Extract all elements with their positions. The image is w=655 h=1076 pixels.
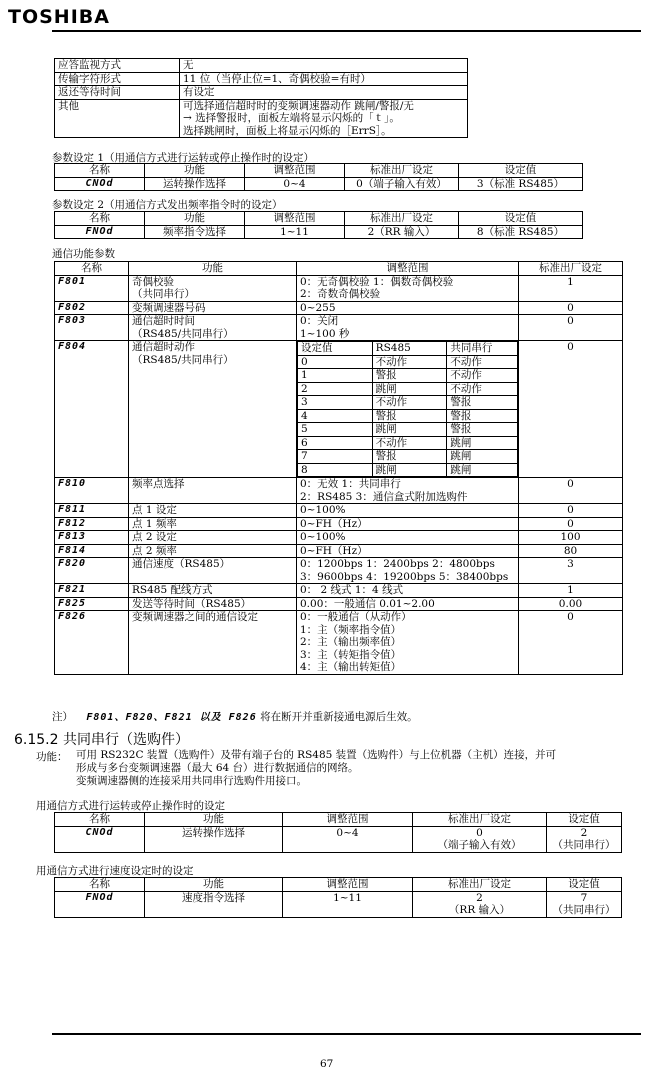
param-code: CNOd (55, 177, 145, 191)
param-row (55, 315, 623, 341)
param-code: CNOd (55, 826, 145, 852)
spec-key: 应答监视方式 (55, 59, 180, 73)
sub-cell: 7 (298, 450, 373, 464)
sub-cell: 不动作 (447, 382, 518, 396)
param-default: 0.00 (519, 597, 623, 611)
header-cell: 名称 (55, 878, 145, 892)
header-cell: 设定值 (459, 164, 583, 178)
param-function: 频率点选择 (129, 478, 297, 504)
header-cell: 调整范围 (245, 212, 345, 226)
param-code: F813 (55, 531, 129, 545)
header-cell: 设定值 (547, 878, 622, 892)
sub-row (298, 355, 518, 369)
header-cell: 功能 (129, 262, 297, 276)
sub-header-cell: RS485 (372, 342, 447, 356)
param-range: 0：无效 1：共同串行 2：RS485 3：通信盒式附加选购件 (297, 478, 519, 504)
header-cell: 标准出厂设定 (345, 212, 459, 226)
footer-rule (52, 1033, 641, 1035)
spec-value: 可选择通信超时时的变频调速器动作 跳闸/警报/无 → 选择警报时，面板左端将显示闪烁的「ｔ」。 选择跳闸时，面板上将显示闪烁的［ErrS］。 (180, 99, 468, 138)
header-cell: 功能 (145, 164, 245, 178)
sub-cell: 跳闸 (447, 450, 518, 464)
param-row (55, 558, 623, 584)
header-cell: 名称 (55, 262, 129, 276)
param-range: 0：1200bps 1：2400bps 2：4800bps 3：9600bps 4：19200bps 5：38400bps (297, 558, 519, 584)
param-range: 0~100% (297, 531, 519, 545)
sub-cell: 不动作 (372, 396, 447, 410)
param-code: F820 (55, 558, 129, 584)
sub-header-cell: 共同串行 (447, 342, 518, 356)
param-default: 0 (519, 611, 623, 675)
param-row (55, 544, 623, 558)
sub-cell: 跳闸 (372, 463, 447, 477)
sub-cell: 6 (298, 436, 373, 450)
param1-table (54, 163, 583, 191)
header-cell: 设定值 (547, 813, 622, 827)
header-rule (52, 30, 641, 32)
header-row (55, 212, 583, 226)
sub-row (298, 382, 518, 396)
comm-params-table (54, 261, 623, 675)
param-default: 100 (519, 531, 623, 545)
table-cell: 速度指令选择 (145, 891, 283, 917)
param-code: F825 (55, 597, 129, 611)
sub-row (298, 423, 518, 437)
table-row (55, 891, 622, 917)
sub-cell: 跳闸 (447, 436, 518, 450)
sub-cell: 0 (298, 355, 373, 369)
sub-cell: 跳闸 (372, 423, 447, 437)
param-row (55, 584, 623, 598)
page-number: 67 (320, 1058, 334, 1070)
sub-cell: 不动作 (447, 355, 518, 369)
spec-key: 返还等待时间 (55, 86, 180, 100)
param-row (55, 301, 623, 315)
param-function: 通信超时动作 （RS485/共同串行） (129, 341, 297, 478)
sub-cell: 不动作 (447, 369, 518, 383)
param-code: F801 (55, 275, 129, 301)
param-default: 1 (519, 584, 623, 598)
sub-header-cell: 设定值 (298, 342, 373, 356)
sub-cell: 警报 (447, 423, 518, 437)
sub-row (298, 450, 518, 464)
comm-params-title: 通信功能参数 (52, 248, 115, 260)
sub-row (298, 436, 518, 450)
sub-cell: 8 (298, 463, 373, 477)
timeout-action-subtable (297, 341, 518, 477)
sub-row (298, 409, 518, 423)
table-row (55, 225, 583, 239)
toshiba-logo: TOSHIBA (8, 6, 110, 28)
param-row (55, 341, 623, 478)
sub-header-row (298, 342, 518, 356)
param-code: F802 (55, 301, 129, 315)
comm-spec-table (54, 58, 468, 138)
param-default: 0 (519, 478, 623, 504)
param-code: F821 (55, 584, 129, 598)
sub-cell: 4 (298, 409, 373, 423)
header-row (55, 813, 622, 827)
function-label: 功能： (36, 751, 68, 763)
sub-cell: 警报 (372, 409, 447, 423)
param2-title: 参数设定 2（用通信方式发出频率指令时的设定） (52, 199, 283, 211)
spec-row (55, 99, 468, 138)
sub-cell: 1 (298, 369, 373, 383)
sub-cell: 跳闸 (447, 463, 518, 477)
header-cell: 标准出厂设定 (413, 878, 547, 892)
param-function: 通信速度（RS485） (129, 558, 297, 584)
param-row (55, 275, 623, 301)
header-row (55, 164, 583, 178)
sub-row (298, 463, 518, 477)
speed-table-title: 用通信方式进行速度设定时的设定 (36, 865, 194, 877)
param-default: 1 (519, 275, 623, 301)
param-range: 0：关闭 1~100 秒 (297, 315, 519, 341)
param-code: F811 (55, 504, 129, 518)
param-function: 点 1 设定 (129, 504, 297, 518)
header-row (55, 262, 623, 276)
sub-cell: 2 (298, 382, 373, 396)
param-default: 80 (519, 544, 623, 558)
param-row (55, 517, 623, 531)
table-cell: 1~11 (283, 891, 413, 917)
header-cell: 功能 (145, 878, 283, 892)
speed-table (54, 877, 622, 918)
header-cell: 标准出厂设定 (519, 262, 623, 276)
sub-cell: 警报 (447, 396, 518, 410)
table-cell: 运转操作选择 (145, 826, 283, 852)
param-range: 0.00：一般通信 0.01~2.00 (297, 597, 519, 611)
spec-row (55, 59, 468, 73)
param-range: 0：无奇偶校验 1：偶数奇偶校验 2：奇数奇偶校验 (297, 275, 519, 301)
sub-row (298, 369, 518, 383)
header-cell: 调整范围 (245, 164, 345, 178)
header-cell: 功能 (145, 813, 283, 827)
param-default: 0 (519, 301, 623, 315)
param-default: 0 (519, 315, 623, 341)
spec-value: 无 (180, 59, 468, 73)
sub-cell: 3 (298, 396, 373, 410)
param-code: FNOd (55, 891, 145, 917)
param-function: 奇偶校验 （共同串行） (129, 275, 297, 301)
table-cell: 0~4 (245, 177, 345, 191)
param1-title: 参数设定 1（用通信方式进行运转或停止操作时的设定） (52, 152, 315, 164)
spec-key: 其他 (55, 99, 180, 138)
header-cell: 设定值 (459, 212, 583, 226)
header-cell: 名称 (55, 813, 145, 827)
table-row (55, 177, 583, 191)
sub-cell: 跳闸 (372, 382, 447, 396)
param-function: 发送等待时间（RS485） (129, 597, 297, 611)
param-row (55, 611, 623, 675)
param-row (55, 504, 623, 518)
param-range: 0~FH（Hz） (297, 517, 519, 531)
function-description: 可用 RS232C 装置（选购件）及带有端子台的 RS485 装置（选购件）与上位机器（主机）连接，并可 形成与多台变频调速器（最大 64 台）进行数据通信的网络。 变频调速器侧的连接采用共同串行选购件用接口。 (76, 749, 557, 787)
param-function: RS485 配线方式 (129, 584, 297, 598)
sub-cell: 警报 (447, 409, 518, 423)
param-code: F804 (55, 341, 129, 478)
header-cell: 调整范围 (283, 813, 413, 827)
param-range: 0~100% (297, 504, 519, 518)
param-code: F812 (55, 517, 129, 531)
sub-row (298, 396, 518, 410)
param-range: 0：一般通信（从动作） 1：主（频率指令值） 2：主（输出频率值） 3：主（转矩指令值） 4：主（输出转矩值） (297, 611, 519, 675)
header-cell: 标准出厂设定 (413, 813, 547, 827)
header-cell: 功能 (145, 212, 245, 226)
op-table-title: 用通信方式进行运转或停止操作时的设定 (36, 800, 225, 812)
sub-cell: 警报 (372, 450, 447, 464)
sub-cell: 警报 (372, 369, 447, 383)
spec-value: 有设定 (180, 86, 468, 100)
param-range: 0~FH（Hz） (297, 544, 519, 558)
param-row (55, 597, 623, 611)
param-default: 0 (519, 504, 623, 518)
param-function: 点 1 频率 (129, 517, 297, 531)
param-range: 0~255 (297, 301, 519, 315)
param-row (55, 531, 623, 545)
param-function: 变频调速器之间的通信设定 (129, 611, 297, 675)
table-cell: 2（RR 输入） (345, 225, 459, 239)
table-cell: 0~4 (283, 826, 413, 852)
param-function: 通信超时时间 （RS485/共同串行） (129, 315, 297, 341)
sub-cell: 不动作 (372, 355, 447, 369)
table-cell: 3（标准 RS485） (459, 177, 583, 191)
table-cell: 2 （RR 输入） (413, 891, 547, 917)
table-cell: 8（标准 RS485） (459, 225, 583, 239)
table-cell: 2 （共同串行） (547, 826, 622, 852)
param-code: F826 (55, 611, 129, 675)
header-cell: 调整范围 (297, 262, 519, 276)
spec-key: 传输字符形式 (55, 72, 180, 86)
param-code: FNOd (55, 225, 145, 239)
spec-value: 11 位（当停止位=1、奇偶校验=有时） (180, 72, 468, 86)
table-cell: 频率指令选择 (145, 225, 245, 239)
section-title: 6.15.2 共同串行（选购件） (14, 732, 189, 748)
header-cell: 名称 (55, 212, 145, 226)
param-default: 0 (519, 517, 623, 531)
sub-cell: 5 (298, 423, 373, 437)
param-function: 点 2 设定 (129, 531, 297, 545)
header-cell: 标准出厂设定 (345, 164, 459, 178)
table-row (55, 826, 622, 852)
param-row (55, 478, 623, 504)
timeout-action-cell (297, 341, 519, 478)
param-code: F803 (55, 315, 129, 341)
table-cell: 0（端子输入有效） (345, 177, 459, 191)
header-row (55, 878, 622, 892)
param-code: F810 (55, 478, 129, 504)
header-cell: 调整范围 (283, 878, 413, 892)
table-cell: 0 （端子输入有效） (413, 826, 547, 852)
sub-cell: 不动作 (372, 436, 447, 450)
header-cell: 名称 (55, 164, 145, 178)
spec-row (55, 72, 468, 86)
table-cell: 7 （共同串行） (547, 891, 622, 917)
param-default: 0 (519, 341, 623, 478)
param-function: 变频调速器号码 (129, 301, 297, 315)
param-function: 点 2 频率 (129, 544, 297, 558)
note: 注） F801、F820、F821 以及 F826 将在断开并重新接通电源后生效。 (52, 711, 418, 723)
param-code: F814 (55, 544, 129, 558)
spec-row (55, 86, 468, 100)
param-default: 3 (519, 558, 623, 584)
table-cell: 运转操作选择 (145, 177, 245, 191)
table-cell: 1~11 (245, 225, 345, 239)
param-range: 0： 2 线式 1：4 线式 (297, 584, 519, 598)
op-table (54, 812, 622, 853)
param2-table (54, 211, 583, 239)
